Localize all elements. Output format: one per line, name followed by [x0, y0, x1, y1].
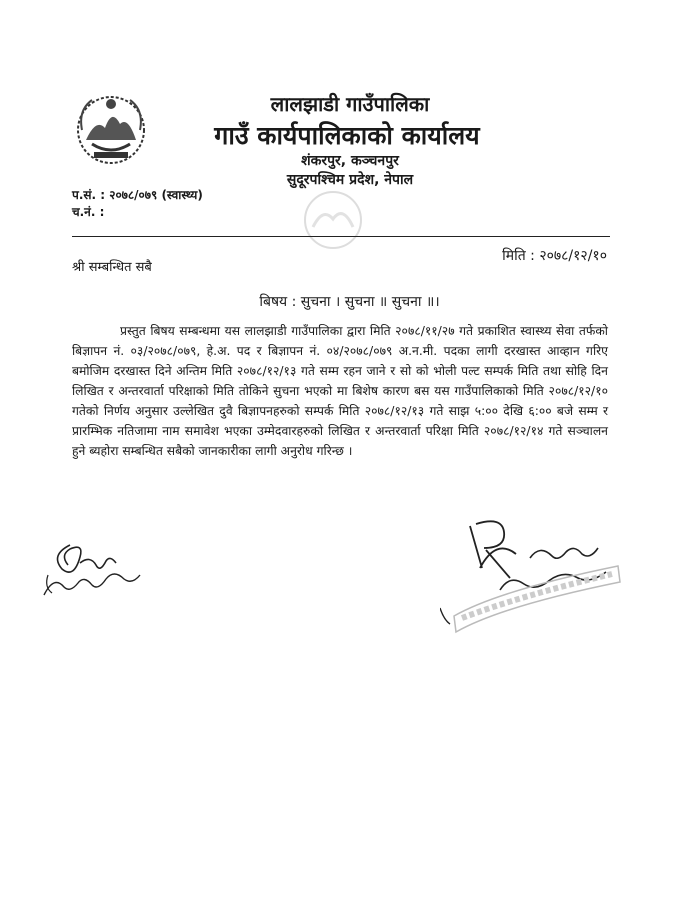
right-signature-stamp-icon — [440, 508, 625, 636]
address-line-2: सुदूरपश्चिम प्रदेश, नेपाल — [286, 172, 414, 188]
nepal-emblem-icon — [72, 90, 150, 168]
letter-date: मिति : २०७८/१२/१० — [502, 248, 607, 264]
subject-line: बिषय : सुचना । सुचना ॥ सुचना ॥। — [259, 294, 440, 310]
dispatch-number: च.नं. : — [72, 205, 105, 219]
recipient: श्री सम्बन्धित सबै — [72, 260, 152, 275]
office-name: गाउँ कार्यपालिकाको कार्यालय — [214, 121, 480, 150]
header-divider — [72, 236, 610, 237]
reference-number: प.सं. : २०७८/०७९ (स्वास्थ्य) — [72, 188, 203, 202]
org-name: लालझाडी गाउँपालिका — [270, 92, 430, 116]
address-line-1: शंकरपुर, कञ्चनपुर — [301, 153, 399, 169]
watermark-seal-icon — [298, 185, 368, 255]
notice-body: प्रस्तुत बिषय सम्बन्धमा यस लालझाडी गाउँपालिका द्वारा मिति २०७८/११/२७ गते प्रकाशित स्वास्थ्य सेवा तर्फको बिज्ञापन नं. ०३/२०७८/०७९, हे.अ. पद र बिज्ञापन नं. ०४/२०७८/०७९ अ.न.मी. पदका लागी दरखास्त आव्हान गरिए बमोजिम दरखास्त दिने अन्तिम मिति २०७८/१२/१३ गते सम्म रहन जाने र सो को भोली पल्ट सम्पर्क मिति तथा सोहि दिन लिखित र अन्तरवार्ता परिक्षाको मिति तोकिने सुचना भएको मा बिशेष कारण बस यस गाउँपालिकाको मिति २०७८/१२/१० गतेको निर्णय अनुसार उल्लेखित दुवै बिज्ञापनहरुको सम्पर्क मिति २०७८/१२/१३ गते साझ ५:०० देखि ६:०० बजे सम्म र प्रारम्भिक नतिजामा नाम समावेश भएका उम्मेदवारहरुको लिखित र अन्तरवार्ता परिक्षा मिति २०७८/१२/१४ गते सञ्चालन हुने ब्यहोरा सम्बन्धित सबैको जानकारीका लागी अनुरोध गरिन्छ । — [72, 324, 608, 458]
left-signature-icon — [40, 535, 150, 600]
